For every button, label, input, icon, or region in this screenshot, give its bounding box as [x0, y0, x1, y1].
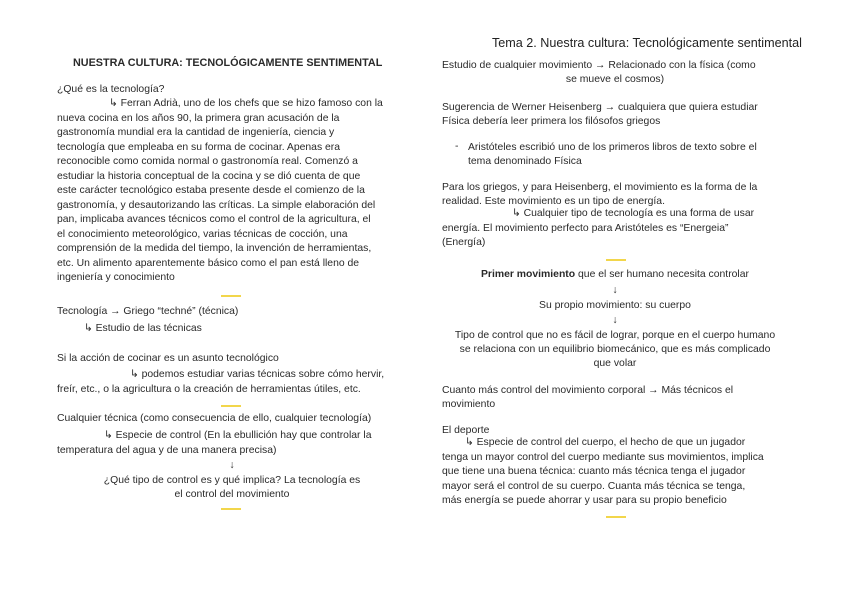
paragraph-line: ↳ Ferran Adrià, uno de los chefs que se hizo famoso con la [109, 98, 383, 109]
study-line-2: se mueve el cosmos) [565, 74, 665, 85]
left-title: NUESTRA CULTURA: TECNOLÓGICAMENTE SENTIMENTAL [73, 57, 383, 69]
greeks-line-3: ↳ Cualquier tipo de tecnología es una forma de usar [512, 208, 755, 219]
paragraph-line: gastronomía, y desautorizando las críticas. La simple elaboración del [57, 200, 376, 211]
separator-line [221, 508, 241, 510]
bullet-dash: - [455, 141, 459, 152]
technique-sub-1: ↳ Especie de control (En la ebullición hay que controlar la [104, 430, 372, 441]
techne-sub: ↳ Estudio de las técnicas [84, 323, 202, 334]
paragraph-line: ingeniería y conocimiento [57, 272, 175, 283]
heisenberg-line-2: Física debería leer primera los filósofos griegos [442, 116, 661, 127]
down-arrow-icon: ↓ [229, 460, 235, 471]
first-movement-bold: Primer movimiento [481, 269, 576, 280]
control-type-line-2: se relaciona con un equilibrio biomecánico, que es más complicado [459, 344, 771, 355]
paragraph-line: reconocible como comida normal o gastronomía real. Comenzó a [57, 156, 358, 167]
control-question-2: el control del movimiento [174, 489, 290, 500]
own-movement: Su propio movimiento: su cuerpo [539, 300, 691, 311]
paragraph-line: nueva cocina en los años 90, la primera gran acusación de la [57, 113, 340, 124]
greeks-line-5: (Energía) [442, 237, 486, 248]
technique-sub-2: temperatura del agua y de una manera precisa) [57, 445, 277, 456]
first-movement-rest: que el ser humano necesita controlar [575, 269, 749, 280]
control-question-1: ¿Qué tipo de control es y qué implica? La tecnología es [103, 475, 361, 486]
technique-line: Cualquier técnica (como consecuencia de ello, cualquier tecnología) [57, 413, 372, 424]
techne-line: Tecnología → Griego “techné” (técnica) [57, 306, 239, 317]
separator-line [606, 259, 626, 261]
control-type-line-1: Tipo de control que no es fácil de lograr, porque en el cuerpo humano [454, 330, 776, 341]
cooking-sub-2: freír, etc., o la agricultura o la creación de herramientas útiles, etc. [57, 384, 361, 395]
sport-line: tenga un mayor control del cuerpo mediante sus movimientos, implica [442, 452, 764, 463]
separator-line [606, 516, 626, 518]
separator-line [221, 405, 241, 407]
sport-line: más energía se puede ahorrar y usar para su propio beneficio [442, 495, 727, 506]
cooking-sub-1: ↳ podemos estudiar varias técnicas sobre cómo hervir, [130, 369, 385, 380]
sport-title: El deporte [442, 425, 490, 436]
more-control-line-2: movimiento [442, 399, 496, 410]
greeks-line-4: energía. El movimiento perfecto para Aristóteles es “Energeia” [442, 223, 729, 234]
study-line-1: Estudio de cualquier movimiento → Relacionado con la física (como [442, 60, 756, 71]
right-title: Tema 2. Nuestra cultura: Tecnológicamente sentimental [492, 36, 802, 50]
question-technology: ¿Qué es la tecnología? [57, 84, 165, 95]
more-control-line-1: Cuanto más control del movimiento corporal → Más técnicos el [442, 385, 734, 396]
paragraph-line: estudiar la historia conceptual de la cocina y se dió cuenta de que [57, 171, 361, 182]
paragraph-line: pan, implicaba avances técnicos como el control de la agricultura, el [57, 214, 371, 225]
separator-line [221, 295, 241, 297]
control-type-line-3: que volar [593, 358, 637, 369]
down-arrow-icon: ↓ [612, 285, 618, 296]
paragraph-line: este carácter tecnológico estaba presente desde el comienzo de la [57, 185, 365, 196]
paragraph-line: tecnología que empleaba en su forma de cocinar. Apenas era [57, 142, 341, 153]
down-arrow-icon: ↓ [612, 315, 618, 326]
cooking-line: Si la acción de cocinar es un asunto tecnológico [57, 353, 279, 364]
sport-line: que tiene una buena técnica: cuanto más técnica tenga el jugador [442, 466, 746, 477]
heisenberg-line-1: Sugerencia de Werner Heisenberg → cualquiera que quiera estudiar [442, 102, 758, 113]
paragraph-line: etc. Un alimento aparentemente básico como el pan está lleno de [57, 258, 360, 269]
first-movement-line [442, 268, 788, 283]
bullet-line-2: tema denominado Física [468, 156, 582, 167]
bullet-line-1: Aristóteles escribió uno de los primeros libros de texto sobre el [468, 142, 757, 153]
paragraph-line: gastronomía mundial era la cantidad de ingeniería, ciencia y [57, 127, 335, 138]
sport-line: mayor será el control de su cuerpo. Cuanta más técnica se tenga, [442, 481, 746, 492]
greeks-line-1: Para los griegos, y para Heisenberg, el movimiento es la forma de la [442, 182, 758, 193]
paragraph-line: el conocimiento meteorológico, varias técnicas de cocción, una [57, 229, 348, 240]
sport-line: ↳ Especie de control del cuerpo, el hecho de que un jugador [465, 437, 746, 448]
greeks-line-2: realidad. Este movimiento es un tipo de energía. [442, 196, 665, 207]
paragraph-line: comprensión de la medida del tiempo, la invención de herramientas, [57, 243, 372, 254]
